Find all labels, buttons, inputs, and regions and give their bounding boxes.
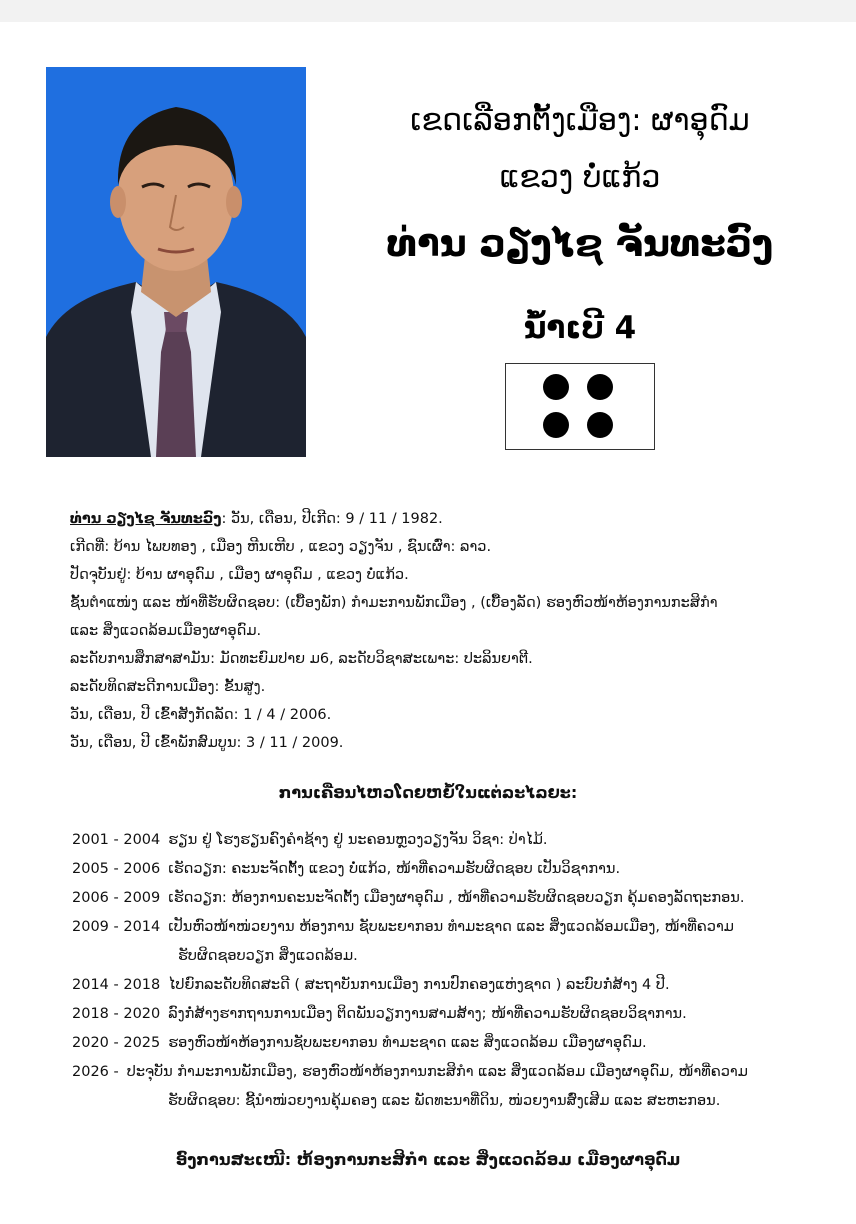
dot (543, 374, 569, 400)
work-text: ໄປຍົກລະດັບທິດສະດີ ( ສະຖາບັນການເມືອງ ການປົກຄອງແຫ່ງຊາດ ) ລະບົບກໍ່ສ້າງ 4 ປີ. (168, 977, 670, 993)
work-years: 2026 - (72, 1064, 119, 1080)
work-years: 2001 - 2004 (72, 832, 161, 848)
work-years: 2014 - 2018 (72, 977, 161, 993)
work-years: 2009 - 2014 (72, 919, 161, 935)
work-text-continued: ຮັບຜິດຊອບ: ຊີ້ນໍາໜ່ວຍງານຄຸ້ມຄອງ ແລະ ພັດທະນາທີ່ດິນ, ໜ່ວຍງານສົ່ງເສີມ ແລະ ສະຫະກອນ. (168, 1093, 721, 1109)
work-item (72, 884, 832, 913)
bio-position-2: ແລະ ສິ່ງແວດລ້ອມເມືອງຜາອຸດົມ. (70, 623, 262, 639)
bio-join-party: ວັນ, ເດືອນ, ປີ ເຂົ້າພັກສົມບູນ: 3 / 11 / 2009. (70, 735, 344, 751)
work-item (72, 1029, 832, 1058)
bio-current-address: ປັດຈຸບັນຢູ່: ບ້ານ ຜາອຸດົມ , ເມືອງ ຜາອຸດົມ , ແຂວງ ບໍ່ແກ້ວ. (70, 567, 409, 583)
constituency-title: ເຂດເລືອກຕັ້ງເມືອງ: ຜາອຸດົມ (410, 103, 750, 138)
work-years: 2020 - 2025 (72, 1035, 161, 1051)
work-text-continued: ຮັບຜິດຊອບວຽກ ສິ່ງແວດລ້ອມ. (178, 948, 358, 964)
work-text: ເຮັດວຽກ: ຄະນະຈັດຕັ້ງ ແຂວງ ບໍ່ແກ້ວ, ໜ້າທີ່ຄວາມຮັບຜິດຊອບ ເປັນວິຊາການ. (168, 861, 621, 877)
dot (543, 412, 569, 438)
biography (70, 505, 830, 757)
work-history (72, 826, 832, 1116)
bio-name: ທ່ານ ວຽງໄຊ ຈັນທະວົງ (70, 511, 222, 527)
work-text: ຮຽນ ຢູ່ ໂຮງຮຽນຄົງຄໍາຊ້າງ ຢູ່ ນະຄອນຫຼວງວຽງຈັນ ວິຊາ: ປ່າໄມ້. (168, 832, 548, 848)
dot (587, 412, 613, 438)
work-years: 2018 - 2020 (72, 1006, 161, 1022)
work-text: ເຮັດວຽກ: ຫ້ອງການຄະນະຈັດຕັ້ງ ເມືອງຜາອຸດົມ , ໜ້າທີ່ຄວາມຮັບຜິດຊອບວຽກ ຄຸ້ມຄອງລັດຖະກອນ. (168, 890, 745, 906)
province-title: ແຂວງ ບໍ່ແກ້ວ (499, 160, 661, 195)
ballot-number-label: ນໍ້າເບີ 4 (523, 310, 637, 346)
bio-join-state: ວັນ, ເດືອນ, ປີ ເຂົ້າສັງກັດລັດ: 1 / 4 / 2006. (70, 707, 332, 723)
work-item (72, 1058, 832, 1087)
bio-birthplace: ເກີດທີ່: ບ້ານ ໄພບທອງ , ເມືອງ ຫີນເຫີບ , ແຂວງ ວຽງຈັນ , ຊົນເຜົ່າ: ລາວ. (70, 539, 492, 555)
bio-dob: : ວັນ, ເດືອນ, ປີເກີດ: 9 / 11 / 1982. (221, 511, 443, 527)
bio-education: ລະດັບການສຶກສາສາມັນ: ມັດທະຍົມປາຍ ມ6, ລະດັບວິຊາສະເພາະ: ປະລິນຍາຕີ. (70, 651, 533, 667)
work-text: ຮອງຫົວໜ້າຫ້ອງການຊັບພະຍາກອນ ທໍາມະຊາດ ແລະ ສິ່ງແວດລ້ອມ ເມືອງຜາອຸດົມ. (168, 1035, 647, 1051)
work-item (72, 855, 832, 884)
bio-dob-line (70, 505, 830, 533)
proposing-organization: ອົງການສະເໜີ: ຫ້ອງການກະສິກໍາ ແລະ ສິ່ງແວດລ້ອມ ເມືອງຜາອຸດົມ (175, 1150, 681, 1169)
dot (587, 374, 613, 400)
work-text: ເປັນຫົວໜ້າໜ່ວຍງານ ຫ້ອງການ ຊັບພະຍາກອນ ທໍາມະຊາດ ແລະ ສິ່ງແວດລ້ອມເມືອງ, ໜ້າທີ່ຄວາມ (168, 919, 734, 935)
work-text: ປະຈຸບັນ ກໍາມະການພັກເມືອງ, ຮອງຫົວໜ້າຫ້ອງການກະສິກໍາ ແລະ ສິ່ງແວດລ້ອມ ເມືອງຜາອຸດົມ, ໜ້າທີ່ຄວາມ (126, 1064, 748, 1080)
candidate-name: ທ່ານ ວຽງໄຊ ຈັນທະວົງ (386, 222, 774, 265)
work-history-title: ການເຄື່ອນໄຫວໂດຍຫຍໍ້ໃນແຕ່ລະໄລຍະ: (278, 783, 578, 802)
top-strip (0, 0, 856, 22)
work-item (72, 1000, 832, 1029)
bio-political-level: ລະດັບທິດສະດີການເມືອງ: ຂັ້ນສູງ. (70, 679, 266, 695)
work-years: 2006 - 2009 (72, 890, 161, 906)
work-years: 2005 - 2006 (72, 861, 161, 877)
work-text: ລົງກໍ່ສ້າງຮາກຖານການເມືອງ ຕິດພັນວຽກງານສາມສ້າງ; ໜ້າທີ່ຄວາມຮັບຜິດຊອບວິຊາການ. (168, 1006, 687, 1022)
work-item (72, 913, 832, 942)
ballot-number-dots (505, 363, 655, 450)
bio-position-1: ຊັ້ນຕໍາແໜ່ງ ແລະ ໜ້າທີ່ຮັບຜິດຊອບ: (ເບື້ອງພັກ) ກໍາມະການພັກເມືອງ , (ເບື້ອງລັດ) ຮອງຫົວໜ້າຫ້ອງການກະສິກໍາ (70, 595, 718, 611)
work-item (72, 826, 832, 855)
candidate-photo (46, 67, 306, 457)
work-item (72, 971, 832, 1000)
